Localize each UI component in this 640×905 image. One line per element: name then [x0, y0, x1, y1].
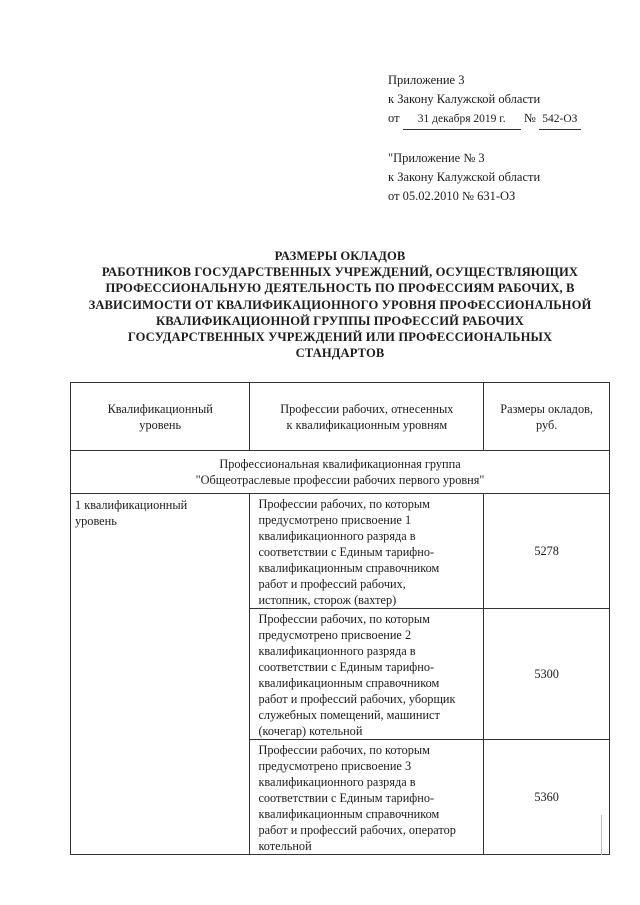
- profession-cell-1: Профессии рабочих, по которым предусмотрено присвоение 1 квалификационного разряда в соответствии с Единым тарифно- квалификационным справочником работ и профессий рабочих, истопник, сторож (вахтер): [250, 494, 484, 609]
- salary-cell-1: 5278: [484, 494, 610, 609]
- qualification-level-cell: 1 квалификационный уровень: [71, 494, 250, 855]
- title-line-4: ЗАВИСИМОСТИ ОТ КВАЛИФИКАЦИОННОГО УРОВНЯ ПРОФЕССИОНАЛЬНОЙ: [88, 297, 592, 312]
- appendix-line-3: [388, 109, 581, 130]
- title-line-1: РАЗМЕРЫ ОКЛАДОВ: [274, 249, 406, 263]
- title-line-2: РАБОТНИКОВ ГОСУДАРСТВЕННЫХ УЧРЕЖДЕНИЙ, ОСУЩЕСТВЛЯЮЩИХ: [101, 265, 579, 280]
- title-line-3: ПРОФЕССИОНАЛЬНУЮ ДЕЯТЕЛЬНОСТЬ ПО ПРОФЕССИЯМ РАБОЧИХ, В: [105, 281, 575, 296]
- table-row: [71, 494, 610, 609]
- header-qualification-level: Квалификационный уровень: [71, 383, 250, 451]
- profession-cell-3: Профессии рабочих, по которым предусмотрено присвоение 3 квалификационного разряда в соответствии с Единым тарифно- квалификационным справочником работ и профессий рабочих, оператор котельной: [250, 740, 484, 855]
- title-line-6: ГОСУДАРСТВЕННЫХ УЧРЕЖДЕНИЙ ИЛИ ПРОФЕССИОНАЛЬНЫХ: [127, 330, 553, 345]
- appendix-line-1: Приложение 3: [388, 73, 465, 87]
- title-line-5: КВАЛИФИКАЦИОННОЙ ГРУППЫ ПРОФЕССИЙ РАБОЧИХ: [156, 313, 524, 328]
- table-header-row: [71, 383, 610, 451]
- appendix-number-label: №: [523, 111, 536, 125]
- header-salary: Размеры окладов, руб.: [484, 383, 610, 451]
- appendix-reference-old: [388, 149, 540, 206]
- title-line-7: СТАНДАРТОВ: [295, 346, 385, 361]
- salary-cell-3: 5360: [484, 740, 610, 855]
- appendix-old-line-2: к Закону Калужской области: [388, 170, 541, 184]
- header-professions: Профессии рабочих, отнесенных к квалификационным уровням: [250, 383, 484, 451]
- appendix-from-label: от: [388, 111, 400, 125]
- scan-edge-mark: [601, 815, 602, 855]
- salary-cell-2: 5300: [484, 609, 610, 740]
- appendix-reference-new: [388, 71, 581, 130]
- appendix-number: 542-ОЗ: [539, 110, 581, 130]
- document-title: [60, 248, 620, 361]
- profession-cell-2: Профессии рабочих, по которым предусмотрено присвоение 2 квалификационного разряда в соответствии с Единым тарифно- квалификационным справочником работ и профессий рабочих, уборщик служебных помещений, машинист (кочегар) котельной: [250, 609, 484, 740]
- appendix-old-line-1: "Приложение № 3: [388, 151, 485, 165]
- group-title-cell: Профессиональная квалификационная группа "Общеотраслевые профессии рабочих первого уровня": [71, 451, 610, 494]
- appendix-line-2: к Закону Калужской области: [388, 92, 541, 106]
- appendix-old-line-3: от 05.02.2010 № 631-ОЗ: [388, 189, 516, 203]
- table-group-row: [71, 451, 610, 494]
- appendix-date: 31 декабря 2019 г.: [403, 110, 521, 130]
- salary-table: [70, 382, 610, 855]
